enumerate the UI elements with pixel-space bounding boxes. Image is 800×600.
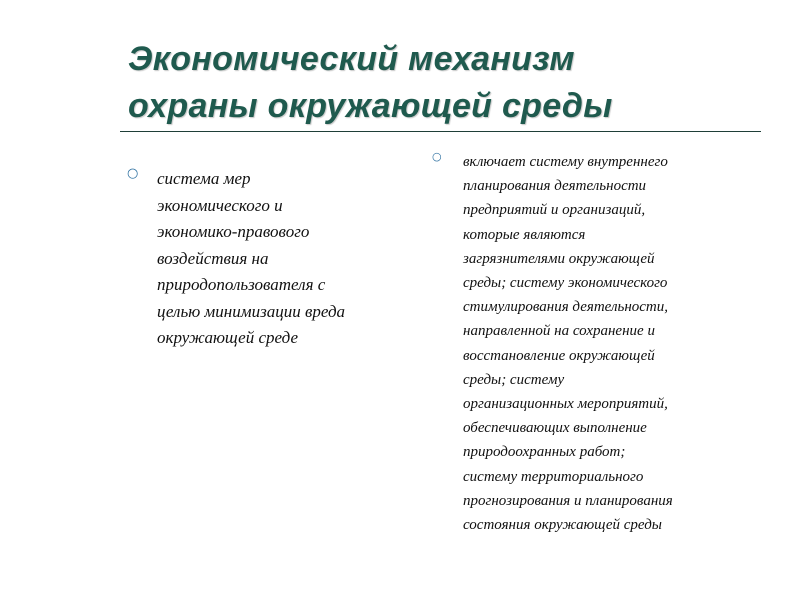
title-divider bbox=[120, 131, 761, 132]
bullet-components-text: включает систему внутреннего планирования деятельности предприятий и организаций, которые являются загрязнителями окружающей среды; систему экономического стимулирования деятельности, направленной на сохранение и восстановление окружающей среды; систему организационных мероприятий, обеспечивающих выполнение природоохранных работ; систему территориального прогнозирования и планирования состояния окружающей среды bbox=[463, 154, 673, 534]
bullet-definition bbox=[127, 166, 427, 352]
bullet-definition-text: система мер экономического и экономико-правового воздействия на природопользователя с целью минимизации вреда окружающей среде bbox=[157, 169, 346, 347]
slide-title-line-1: Экономический механизм bbox=[128, 40, 575, 78]
bullet-circle-icon: ○ bbox=[432, 150, 442, 163]
slide-title-line-2: охраны окружающей среды bbox=[128, 87, 613, 125]
bullet-components bbox=[432, 150, 752, 537]
slide-title bbox=[128, 36, 748, 130]
bullet-circle-icon: ○ bbox=[127, 166, 139, 181]
